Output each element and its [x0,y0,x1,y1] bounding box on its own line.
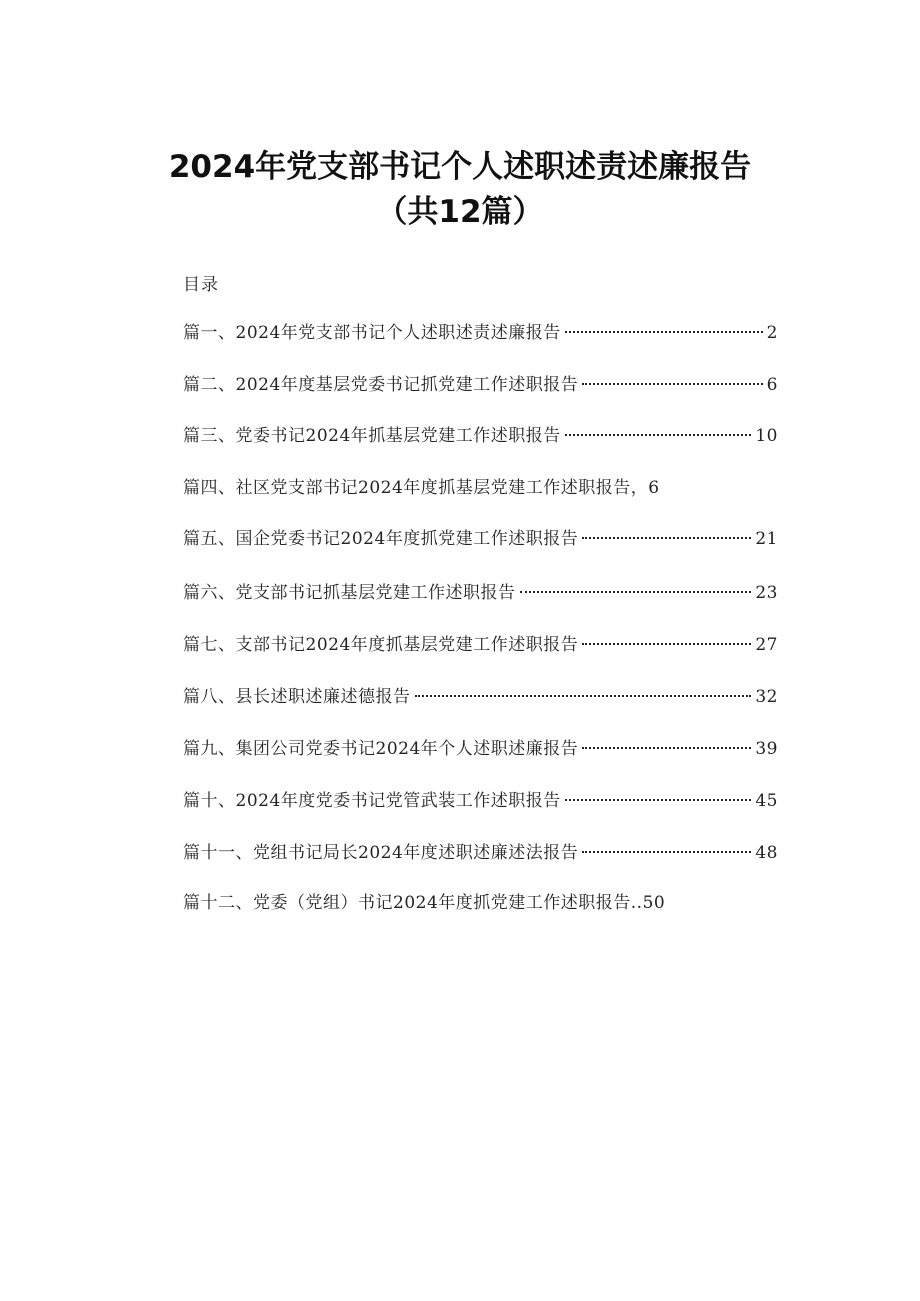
toc-entry[interactable] [183,736,778,762]
toc-entry[interactable] [183,526,778,552]
toc-dot-leader [565,331,763,333]
toc-dot-leader [582,383,762,385]
toc-entry[interactable] [183,890,778,916]
toc-entry-page: 23 [755,583,778,603]
toc-entry[interactable] [183,580,778,606]
toc-entry[interactable] [183,372,778,398]
toc-entry-page: 6 [766,375,778,395]
toc-entry[interactable] [183,320,778,346]
toc-entry-page: 27 [755,635,778,655]
toc-entry-text: 篇十二、党委（党组）书记2024年度抓党建工作述职报告..50 [183,893,666,913]
toc-entry-page: 48 [755,843,778,863]
document-title: 2024年党支部书记个人述职述责述廉报告 [168,149,752,185]
toc-entry[interactable] [183,475,778,501]
toc-entry-page: 32 [755,687,778,707]
toc-entry-page: 45 [755,791,778,811]
toc-entry[interactable] [183,788,778,814]
toc-entry-title: 篇十一、党组书记局长2024年度述职述廉述法报告 [183,843,579,863]
toc-entry-title: 篇五、国企党委书记2024年度抓党建工作述职报告 [183,529,579,549]
toc-entry-text: 篇四、社区党支部书记2024年度抓基层党建工作述职报告，6 [183,478,660,498]
toc-entry-title: 篇一、2024年党支部书记个人述职述责述廉报告 [183,323,561,343]
toc-entry-page: 39 [755,739,778,759]
toc-entry-title: 篇二、2024年度基层党委书记抓党建工作述职报告 [183,375,579,395]
toc-entry-page: 10 [755,426,778,446]
toc-entry-title: 篇三、党委书记2024年抓基层党建工作述职报告 [183,426,561,446]
toc-entry-title: 篇六、党支部书记抓基层党建工作述职报告 [183,583,516,603]
document-subtitle: （共12篇） [376,194,544,230]
toc-entry[interactable] [183,684,778,710]
toc-entry[interactable] [183,423,778,449]
toc-entry-page: 21 [755,529,778,549]
toc-entry-title: 篇十、2024年度党委书记党管武装工作述职报告 [183,791,561,811]
toc-dot-leader [582,643,751,645]
toc-dot-leader [565,799,752,801]
toc-dot-leader [582,747,751,749]
toc-entry-title: 篇九、集团公司党委书记2024年个人述职述廉报告 [183,739,579,759]
toc-dot-leader [582,537,751,539]
toc-entry[interactable] [183,632,778,658]
toc-dot-leader [582,851,751,853]
toc-entry-page: 2 [766,323,778,343]
toc-heading: 目录 [183,275,219,295]
toc-entry-title: 篇八、县长述职述廉述德报告 [183,687,411,707]
toc-dot-leader [565,434,752,436]
toc-entry-title: 篇七、支部书记2024年度抓基层党建工作述职报告 [183,635,579,655]
toc-entry[interactable] [183,840,778,866]
toc-dot-leader [520,591,752,593]
toc-dot-leader [415,695,752,697]
